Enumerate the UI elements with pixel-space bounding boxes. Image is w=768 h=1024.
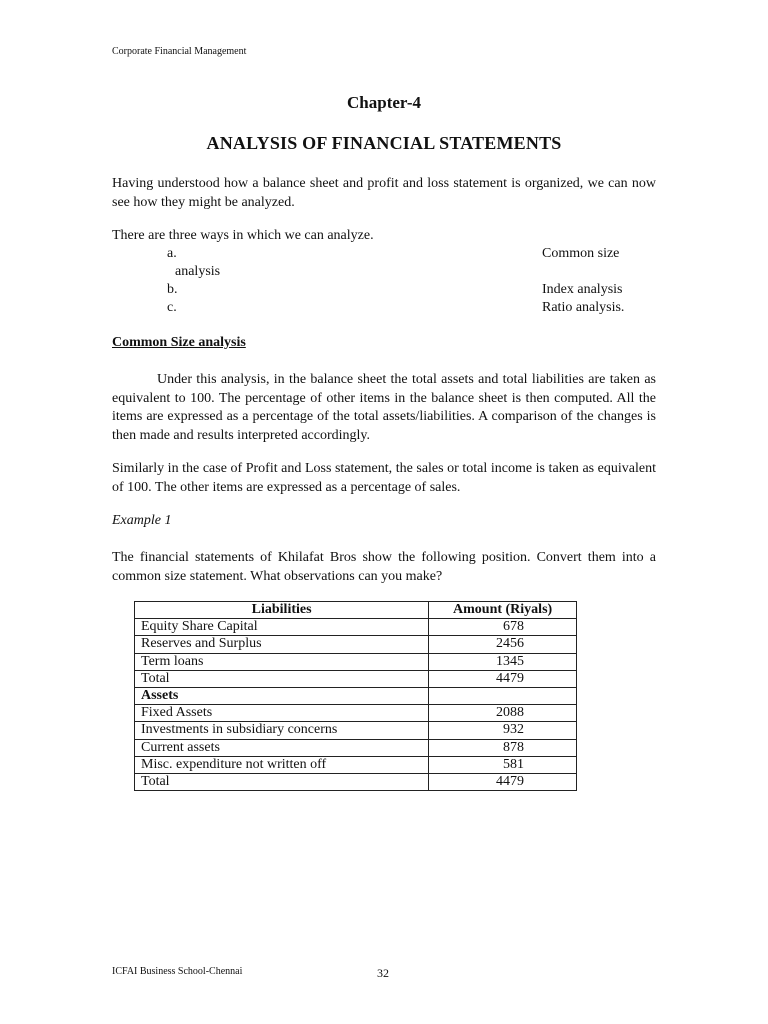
header-liabilities: Liabilities bbox=[135, 602, 429, 619]
row-item: Investments in subsidiary concerns bbox=[135, 722, 429, 739]
table-header-row bbox=[135, 602, 577, 619]
row-amount: 2088 bbox=[429, 705, 577, 722]
table-row bbox=[135, 756, 577, 773]
way-c-text: Ratio analysis. bbox=[542, 300, 625, 315]
intro-paragraph: Having understood how a balance sheet and profit and loss statement is organized, we can now see how they might be analyzed. bbox=[112, 176, 656, 210]
table-row bbox=[135, 619, 577, 636]
way-a-marker: a. bbox=[167, 246, 177, 261]
row-amount: 932 bbox=[429, 722, 577, 739]
row-item: Total bbox=[135, 670, 429, 687]
ways-intro: There are three ways in which we can analyze. bbox=[112, 228, 374, 243]
way-b-text: Index analysis bbox=[542, 282, 623, 297]
way-b-marker: b. bbox=[167, 282, 178, 297]
section-heading: Common Size analysis bbox=[112, 335, 246, 350]
header-amount: Amount (Riyals) bbox=[429, 602, 577, 619]
row-item: Equity Share Capital bbox=[135, 619, 429, 636]
row-item: Total bbox=[135, 773, 429, 790]
assets-heading-row bbox=[135, 687, 577, 704]
table-row bbox=[135, 670, 577, 687]
example-text: The financial statements of Khilafat Bros show the following position. Convert them into a common size statement. What observations can you make? bbox=[112, 550, 656, 584]
row-amount: 1345 bbox=[429, 653, 577, 670]
row-amount: 678 bbox=[429, 619, 577, 636]
assets-heading-empty bbox=[429, 687, 577, 704]
way-a-continuation: analysis bbox=[175, 264, 221, 279]
table-row bbox=[135, 653, 577, 670]
row-amount: 4479 bbox=[429, 670, 577, 687]
row-amount: 878 bbox=[429, 739, 577, 756]
row-item: Current assets bbox=[135, 739, 429, 756]
row-item: Misc. expenditure not written off bbox=[135, 756, 429, 773]
chapter-label: Chapter-4 bbox=[347, 93, 421, 112]
chapter-title: ANALYSIS OF FINANCIAL STATEMENTS bbox=[206, 133, 562, 153]
footer-school: ICFAI Business School-Chennai bbox=[112, 966, 243, 977]
table-row bbox=[135, 636, 577, 653]
section-paragraph-1: Under this analysis, in the balance sheet the total assets and total liabilities are taken as equivalent to 100. The percentage of other items in the balance sheet is then computed. All the items are expressed as a percentage of the total assets/liabilities. A comparison of the changes is then made and results interpreted accordingly. bbox=[112, 372, 656, 443]
row-amount: 4479 bbox=[429, 773, 577, 790]
page-number: 32 bbox=[377, 966, 389, 980]
table-row bbox=[135, 722, 577, 739]
table-row bbox=[135, 773, 577, 790]
table-row bbox=[135, 739, 577, 756]
financial-table bbox=[134, 601, 577, 791]
row-amount: 2456 bbox=[429, 636, 577, 653]
way-c-marker: c. bbox=[167, 300, 177, 315]
assets-heading: Assets bbox=[135, 687, 429, 704]
row-amount: 581 bbox=[429, 756, 577, 773]
section-paragraph-2: Similarly in the case of Profit and Loss statement, the sales or total income is taken as equivalent of 100. The other items are expressed as a percentage of sales. bbox=[112, 461, 656, 495]
running-header: Corporate Financial Management bbox=[112, 46, 247, 57]
row-item: Term loans bbox=[135, 653, 429, 670]
row-item: Fixed Assets bbox=[135, 705, 429, 722]
way-a-text: Common size bbox=[542, 246, 620, 261]
row-item: Reserves and Surplus bbox=[135, 636, 429, 653]
example-label: Example 1 bbox=[112, 513, 172, 528]
table-row bbox=[135, 705, 577, 722]
